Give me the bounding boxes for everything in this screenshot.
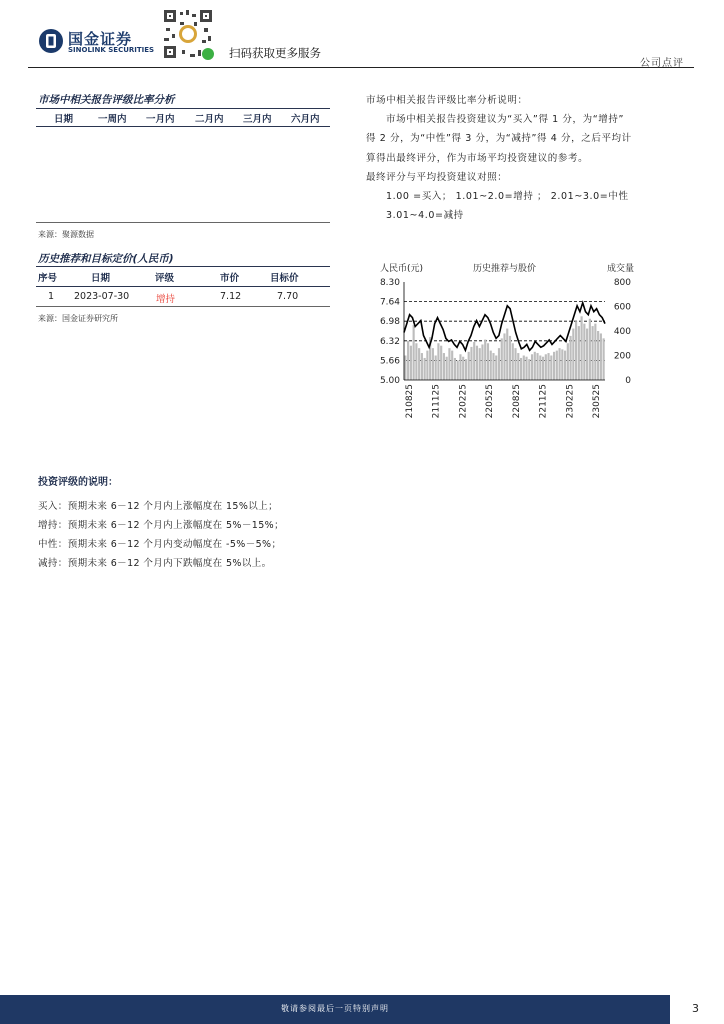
chart-volume-bar: [509, 336, 511, 380]
history-col-price: 市价: [220, 273, 240, 284]
chart-volume-bar: [487, 343, 489, 380]
chart-x-tick: 230525: [592, 384, 602, 419]
rating-definition-overweight: 增持：预期未来 6－12 个月内上涨幅度在 5%－15%；: [38, 520, 284, 531]
chart-volume-bar: [520, 358, 522, 380]
chart-volume-bar: [404, 356, 406, 381]
chart-volume-bar: [597, 331, 599, 380]
chart-volume-bar: [432, 348, 434, 380]
chart-y2-tick: 400: [613, 327, 631, 337]
history-table-top-rule: [36, 266, 330, 267]
chart-volume-bar: [531, 354, 533, 380]
chart-volume-bar: [567, 343, 569, 380]
chart-ylabel-right: 成交量: [607, 264, 635, 274]
ratio-col-3m: 三月内: [243, 114, 272, 125]
chart-y-tick: 5.66: [379, 356, 400, 367]
rating-definitions-title: 投资评级的说明：: [38, 477, 118, 488]
chart-volume-bar: [603, 338, 605, 380]
chart-volume-bar: [512, 343, 514, 380]
chart-volume-bar: [528, 359, 530, 380]
chart-y-tick: 5.00: [379, 376, 400, 386]
chart-volume-bar: [550, 356, 552, 381]
chart-x-tick: 220225: [458, 384, 469, 419]
chart-volume-bar: [465, 359, 467, 380]
chart-x-tick: 220525: [485, 384, 496, 419]
chart-volume-bar: [536, 353, 538, 380]
chart-y-tick: 6.32: [379, 336, 400, 347]
ratio-col-6m: 六月内: [291, 114, 320, 125]
chart-volume-bar: [592, 326, 594, 380]
ratio-table-top-rule: [36, 108, 330, 109]
explanation-line: 得 2 分，为“中性”得 3 分，为“减持”得 4 分，之后平均计: [366, 133, 632, 144]
chart-volume-bar: [514, 348, 516, 380]
header-divider: [28, 67, 694, 68]
chart-y2-tick: 200: [613, 351, 631, 362]
document-type-label: 公司点评: [640, 58, 684, 69]
chart-volume-bar: [426, 351, 428, 380]
chart-volume-bar: [575, 321, 577, 380]
chart-volume-bar: [525, 357, 527, 380]
chart-volume-bar: [534, 352, 536, 380]
chart-volume-bar: [484, 340, 486, 380]
chart-ylabel-left: 人民币(元): [380, 264, 424, 274]
chart-x-tick: 211125: [431, 384, 442, 419]
chart-volume-bar: [547, 353, 549, 380]
chart-volume-bar: [457, 360, 459, 380]
chart-volume-bar: [443, 353, 445, 380]
qr-code-icon[interactable]: [160, 6, 216, 62]
chart-volume-bar: [542, 357, 544, 380]
ratio-table-header-rule: [36, 126, 330, 127]
chart-volume-bar: [446, 357, 448, 380]
explanation-line: 3.01~4.0=减持: [386, 210, 464, 221]
price-history-chart: [360, 255, 650, 430]
chart-x-tick: 210825: [405, 384, 415, 419]
chart-volume-bar: [495, 356, 497, 381]
chart-volume-bar: [583, 324, 585, 380]
ratio-section-title: 市场中相关报告评级比率分析: [38, 94, 175, 106]
ratio-source-note: 来源：聚源数据: [38, 230, 94, 239]
chart-volume-bar: [539, 356, 541, 381]
chart-volume-bar: [479, 348, 481, 380]
history-source-note: 来源：国金证券研究所: [38, 314, 118, 323]
brand-name-en: SINOLINK SECURITIES: [68, 46, 155, 54]
chart-volume-bar: [594, 324, 596, 380]
chart-volume-bar: [407, 341, 409, 380]
history-cell-target: 7.70: [277, 291, 299, 302]
chart-volume-bar: [468, 352, 470, 380]
chart-volume-bar: [558, 348, 560, 380]
history-cell-rating: 增持: [156, 294, 176, 305]
chart-volume-bar: [459, 354, 461, 380]
chart-volume-bar: [448, 348, 450, 380]
chart-volume-bar: [454, 358, 456, 380]
chart-x-tick: 221125: [538, 384, 549, 419]
brand-name-cn: 国金证券: [68, 30, 133, 48]
chart-volume-bar: [517, 353, 519, 380]
chart-y-tick: 6.98: [379, 317, 400, 328]
explanation-line: 最终评分与平均投资建议对照：: [366, 172, 508, 183]
chart-volume-bar: [561, 349, 563, 380]
chart-x-tick: 220825: [511, 384, 522, 419]
chart-title: 历史推荐与股价: [472, 264, 537, 274]
chart-volume-bar: [498, 348, 500, 380]
chart-volume-bar: [492, 353, 494, 380]
ratio-col-1w: 一周内: [98, 114, 127, 125]
chart-volume-bar: [553, 352, 555, 380]
chart-y-tick: 8.30: [379, 278, 400, 288]
history-cell-date: 2023-07-30: [74, 291, 130, 302]
chart-volume-bar: [501, 338, 503, 380]
explanation-line: 算得出最终评分，作为市场平均投资建议的参考。: [366, 153, 589, 164]
chart-volume-bar: [470, 347, 472, 380]
chart-volume-bar: [506, 329, 508, 380]
chart-y2-tick: 0: [625, 376, 631, 386]
chart-x-tick: 230225: [565, 384, 576, 419]
chart-volume-bar: [481, 344, 483, 380]
chart-volume-bar: [435, 356, 437, 381]
history-col-rating: 评级: [155, 273, 175, 284]
chart-volume-bar: [570, 336, 572, 380]
history-cell-price: 7.12: [220, 291, 242, 302]
history-cell-no: 1: [48, 291, 55, 302]
chart-y2-tick: 600: [613, 302, 631, 313]
chart-volume-bar: [462, 357, 464, 380]
chart-volume-bar: [437, 343, 439, 380]
chart-volume-bar: [424, 358, 426, 380]
rating-definition-neutral: 中性：预期未来 6－12 个月内变动幅度在 -5%－5%；: [38, 539, 282, 550]
chart-volume-bar: [410, 346, 412, 380]
chart-volume-bar: [523, 356, 525, 381]
chart-volume-bar: [440, 346, 442, 380]
chart-volume-bar: [556, 351, 558, 380]
rating-definition-underweight: 减持：预期未来 6－12 个月内下跌幅度在 5%以上。: [38, 558, 272, 569]
history-section-title: 历史推荐和目标定价(人民币): [38, 253, 174, 265]
chart-y2-tick: 800: [613, 278, 631, 288]
history-col-no: 序号: [38, 273, 58, 284]
chart-volume-bar: [600, 333, 602, 380]
chart-volume-bar: [572, 329, 574, 380]
chart-volume-bar: [490, 351, 492, 380]
history-table-header-rule: [36, 286, 330, 287]
company-logo-icon: [38, 28, 64, 54]
chart-volume-bar: [415, 343, 417, 380]
chart-volume-bar: [413, 325, 415, 380]
footer-disclaimer-link[interactable]: 敬请参阅最后一页特别声明: [281, 1004, 389, 1013]
chart-volume-bar: [589, 319, 591, 380]
chart-volume-bar: [418, 348, 420, 380]
chart-volume-bar: [476, 346, 478, 380]
chart-volume-bar: [473, 342, 475, 380]
history-col-target: 目标价: [270, 273, 299, 284]
chart-volume-bar: [578, 326, 580, 380]
page-number: 3: [692, 1002, 699, 1015]
chart-volume-bar: [545, 354, 547, 380]
history-table-bottom-rule: [36, 306, 330, 307]
chart-volume-bar: [451, 351, 453, 380]
chart-volume-bar: [503, 333, 505, 380]
chart-volume-bar: [421, 353, 423, 380]
rating-definition-buy: 买入：预期未来 6－12 个月内上涨幅度在 15%以上；: [38, 501, 279, 512]
ratio-col-2m: 二月内: [195, 114, 224, 125]
chart-volume-bar: [581, 316, 583, 380]
explanation-line: 市场中相关报告投资建议为“买入”得 1 分，为“增持”: [386, 114, 624, 125]
history-col-date: 日期: [91, 273, 111, 284]
explanation-line: 1.00 =买入； 1.01~2.0=增持 ； 2.01~3.0=中性: [386, 191, 629, 202]
ratio-col-date: 日期: [54, 114, 74, 125]
ratio-col-1m: 一月内: [146, 114, 175, 125]
chart-volume-bar: [586, 329, 588, 380]
ratio-table-bottom-rule: [36, 222, 330, 223]
explanation-line: 市场中相关报告评级比率分析说明：: [366, 95, 528, 106]
chart-y-tick: 7.64: [379, 297, 400, 308]
scan-prompt-text: 扫码获取更多服务: [229, 46, 321, 60]
chart-volume-bar: [564, 351, 566, 380]
